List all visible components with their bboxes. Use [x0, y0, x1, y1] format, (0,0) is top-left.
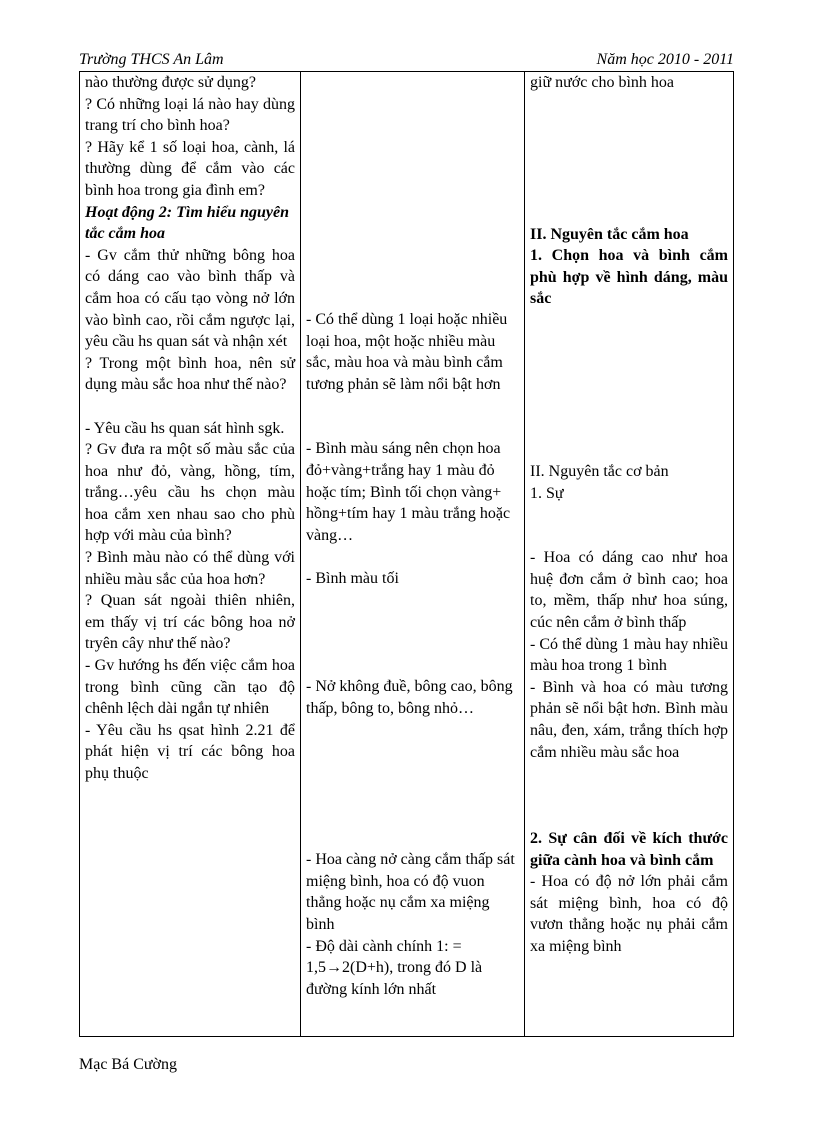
list-item: II. Nguyên tắc cơ bản — [530, 462, 669, 480]
list-item: - Bình màu sáng nên chọn hoa đỏ+vàng+trắng hay 1 màu đỏ hoặc tím; Bình tối chọn vàng+ hồng+tím hay 1 màu trắng hoặc vàng… — [306, 440, 511, 544]
list-item: - Gv cắm thử những bông hoa có dáng cao vào bình thấp và cắm hoa có cấu tạo vòng nở lớn vào bình cao, rồi cắm ngược lại, yêu cầu hs quan sát và nhận xét — [85, 246, 295, 351]
list-item: ? Có những loại lá nào hay dùng trang trí cho bình hoa? — [85, 95, 295, 135]
section-heading: II. Nguyên tắc cắm hoa — [530, 225, 689, 243]
list-item: ? Hãy kể 1 số loại hoa, cành, lá thường dùng để cắm vào các bình hoa trong gia đình em? — [85, 138, 295, 199]
list-item: - Hoa có dáng cao như hoa huệ đơn cắm ở bình cao; hoa to, mềm, thấp như hoa súng, cúc nên cắm ở bình thấp — [530, 549, 728, 631]
header-school: Trường THCS An Lâm — [79, 51, 224, 68]
list-item: nào thường được sử dụng? — [85, 74, 256, 91]
list-item: - Bình và hoa có màu tương phản sẽ nổi bật hơn. Bình màu nâu, đen, xám, trắng thích hợp cắm nhiều màu sắc hoa — [530, 678, 728, 761]
list-item: - Bình màu tối — [306, 570, 399, 588]
list-item: - Yêu cầu hs qsat hình 2.21 để phát hiện vị trí các bông hoa phụ thuộc — [85, 721, 295, 782]
teacher-activity-column — [80, 72, 301, 1037]
list-item: - Yêu cầu hs quan sát hình sgk. — [85, 419, 285, 437]
section-subheading: 2. Sự cân đối về kích thước giữa cành hoa và bình cắm — [530, 830, 728, 869]
list-item: ? Gv đưa ra một số màu sắc của hoa như đỏ, vàng, hồng, tím, trắng…yêu cầu hs chọn màu hoa cắm xen nhau sao cho phù hợp với màu của bình? — [85, 441, 295, 545]
list-item: - Có thể dùng 1 loại hoặc nhiều loại hoa, một hoặc nhiều màu sắc, màu hoa và màu bình cắm tương phản sẽ làm nổi bật hơn — [306, 311, 508, 393]
lesson-table — [79, 71, 734, 1037]
list-item: 1. Sự — [530, 484, 564, 502]
list-item: ? Quan sát ngoài thiên nhiên, em thấy vị trí các bông hoa nở tryên cây như thế nào? — [85, 592, 295, 653]
footer-author: Mạc Bá Cường — [79, 1056, 178, 1073]
content-column — [525, 72, 734, 1037]
table-row — [80, 72, 734, 1037]
list-item: - Hoa càng nở càng cắm thấp sát miệng bình, hoa có độ vuon thẳng hoặc nụ cắm xa miệng bình — [306, 851, 515, 933]
list-item: - Nở không đuề, bông cao, bông thấp, bông to, bông nhỏ… — [306, 677, 513, 717]
list-item: ? Trong một bình hoa, nên sử dụng màu sắc hoa như thế nào? — [85, 354, 295, 394]
list-item: ? Bình màu nào có thể dùng với nhiều màu sắc của hoa hơn? — [85, 549, 295, 588]
student-activity-column — [301, 72, 525, 1037]
list-item: - Hoa có độ nở lớn phải cắm sát miệng bình, hoa có độ vươn thẳng hoặc nụ phải cắm xa miệng bình — [530, 873, 728, 956]
list-item: - Có thể dùng 1 màu hay nhiều màu hoa trong 1 bình — [530, 635, 728, 675]
activity-heading: Hoạt động 2: Tìm hiểu nguyên tắc cắm hoa — [85, 203, 290, 243]
list-item: giữ nước cho bình hoa — [530, 74, 674, 91]
section-subheading: 1. Chọn hoa và bình cắm phù hợp về hình dáng, màu sắc — [530, 247, 728, 308]
list-item: - Gv hướng hs đến việc cắm hoa trong bình cũng cần tạo độ chênh lệch dài ngắn tự nhiên — [85, 657, 295, 718]
list-item: - Độ dài cành chính 1: = 1,5→2(D+h), trong đó D là đường kính lớn nhất — [306, 937, 483, 998]
header-year: Năm học 2010 - 2011 — [596, 51, 734, 68]
page-header — [79, 51, 734, 71]
